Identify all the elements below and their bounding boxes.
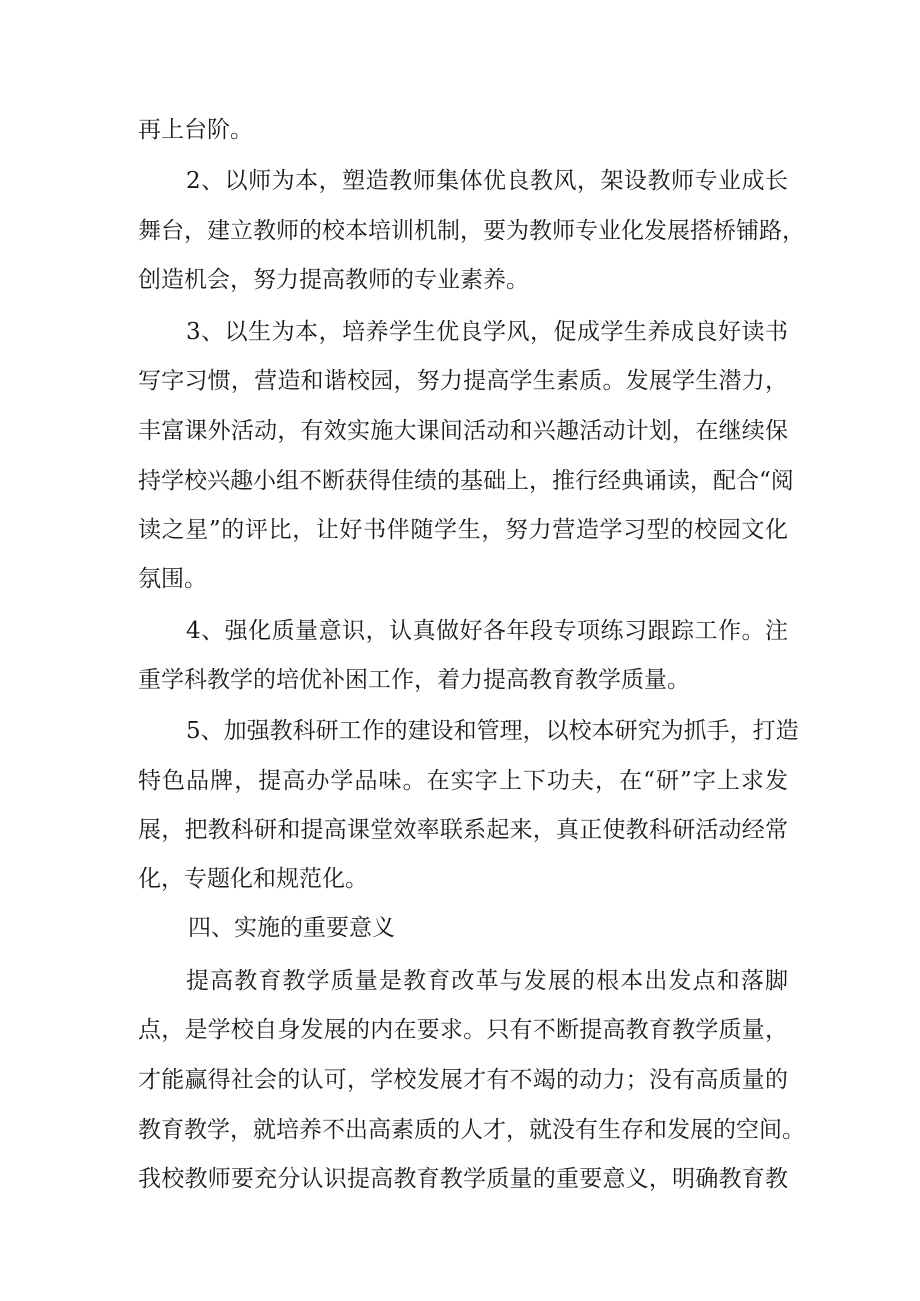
text-line: 重学科教学的培优补困工作，着力提高教育教学质量。 bbox=[138, 667, 690, 693]
paragraph-significance-line: 提高教育教学质量是教育改革与发展的根本出发点和落脚 bbox=[186, 968, 788, 994]
paragraph-3-line: 3、以生为本，培养学生优良学风，促成学生养成良好读书 bbox=[186, 319, 788, 345]
paragraph-5-line: 5、加强教科研工作的建设和管理，以校本研究为抓手，打造 bbox=[186, 718, 799, 744]
text-line: 持学校兴趣小组不断获得佳绩的基础上，推行经典诵读，配合“阅 bbox=[138, 468, 794, 494]
text-line: 舞台，建立教师的校本培训机制，要为教师专业化发展搭桥铺路， bbox=[138, 218, 805, 244]
section-heading: 四、实施的重要意义 bbox=[188, 915, 395, 941]
paragraph-2-line: 2、以师为本，塑造教师集体优良教风，架设教师专业成长 bbox=[186, 168, 788, 194]
text-line: 读之星”的评比，让好书伴随学生，努力营造学习型的校园文化 bbox=[138, 517, 788, 543]
text-line: 氛围。 bbox=[138, 566, 207, 592]
text-line: 我校教师要充分认识提高教育教学质量的重要意义，明确教育教 bbox=[138, 1166, 788, 1192]
text-line: 特色品牌，提高办学品味。在实字上下功夫，在“研”字上求发 bbox=[138, 768, 788, 794]
text-line: 丰富课外活动，有效实施大课间活动和兴趣活动计划，在继续保 bbox=[138, 418, 788, 444]
text-line: 写字习惯，营造和谐校园，努力提高学生素质。发展学生潜力， bbox=[138, 368, 788, 394]
paragraph-4-line: 4、强化质量意识，认真做好各年段专项练习跟踪工作。注 bbox=[186, 618, 788, 644]
text-line: 点，是学校自身发展的内在要求。只有不断提高教育教学质量， bbox=[138, 1017, 788, 1043]
text-line: 教育教学，就培养不出高素质的人才，就没有生存和发展的空间。 bbox=[138, 1117, 805, 1143]
text-line: 创造机会，努力提高教师的专业素养。 bbox=[138, 267, 529, 293]
text-line: 才能赢得社会的认可，学校发展才有不竭的动力；没有高质量的 bbox=[138, 1067, 788, 1093]
text-line: 再上台阶。 bbox=[138, 117, 253, 143]
text-line: 化，专题化和规范化。 bbox=[138, 866, 368, 892]
text-line: 展，把教科研和提高课堂效率联系起来，真正使教科研活动经常 bbox=[138, 817, 788, 843]
